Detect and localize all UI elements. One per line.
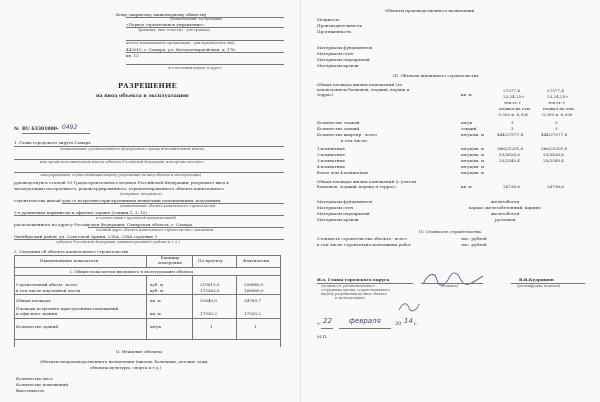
living-area-plan: 27577,4	[503, 88, 520, 93]
material2-walls: Материалы стен	[317, 205, 353, 210]
material2-foundation: Материалы фундаментов	[317, 199, 372, 204]
para-line-3: строительства жилой дом со встроенно-пристроенными нежилыми помещениями, подземным	[14, 198, 221, 203]
signer-caption-2: сотрудника органа, осуществляющего	[321, 288, 391, 292]
row-office-fact: 17930,2	[244, 311, 261, 316]
total-area-fact: 28738,6	[547, 184, 564, 189]
signer-name-caption: (расшифровка подписи)	[517, 284, 561, 288]
row-1room-unit: штук/кв. м	[461, 146, 485, 151]
signer-name: В.В.Кудряшов	[519, 277, 554, 282]
top-item-length: Протяженность	[317, 29, 352, 34]
table-section-2: II. Нежилые объекты	[116, 349, 162, 354]
para-caption-3: в соответствии с проектной документацией)	[96, 216, 177, 220]
document-subtitle: на ввод объекта в эксплуатацию	[96, 93, 189, 99]
material-foundation: Материалы фундаментов	[317, 45, 372, 50]
total-area-unit: кв. м	[461, 184, 472, 189]
bottom-item-places: Количество мест	[16, 376, 53, 381]
signer-caption-1: (должность уполномоченного	[321, 284, 375, 288]
row-volume-unit: куб. м	[150, 282, 164, 287]
living-area-label-2: исключением балконов, лоджий, веранд и	[317, 87, 410, 92]
living-area-fact-3: тех.эт.+	[548, 100, 566, 105]
living-area-plan-3: тех.эт.+	[504, 100, 522, 105]
row-floors-fact: 3	[555, 120, 558, 125]
row-above-name: в том числе надземной части	[16, 288, 81, 293]
table-header-plan: По проекту	[198, 258, 223, 263]
material-floors: Материалы перекрытий	[317, 57, 370, 62]
para-line-2: эксплуатацию построенного, реконструированного, отремонтированного объекта капитального	[14, 186, 224, 191]
material2-foundation-value: железобетон	[491, 199, 520, 204]
cost-total-unit: тыс. рублей	[461, 236, 487, 241]
row-2room-unit: штук/кв. м	[461, 152, 485, 157]
top-item-power: Мощность	[317, 17, 340, 22]
section-2-text-2: объекты культуры, спорта и т.д.)	[90, 365, 162, 370]
row-apartments-plan: 444/27577,4	[497, 132, 524, 137]
row-floors-plan: 3	[511, 120, 514, 125]
row-sections-name: Количество секций	[317, 126, 360, 131]
bottom-item-rooms: Количество помещений	[16, 382, 68, 387]
row-3room-name: 3-комнатные	[317, 158, 346, 163]
item-1-caption: (наименование уполномоченного федерального органа исполнительной власти,	[60, 147, 205, 151]
para-line-5: расположенного по адресу Российская Федерация, Самарская область, г. Самара,	[14, 222, 194, 227]
living-area-label-3: террас)	[317, 92, 334, 97]
total-area-label: Общая площадь жилых помещений (с учетом	[317, 179, 417, 184]
row-volume-name: Строительный объем - всего	[16, 282, 78, 287]
row-volume-plan: 219613,0	[200, 282, 220, 287]
row-floors-unit: штук	[461, 120, 473, 125]
row-apartments-fact: 444/27577,4	[541, 132, 568, 137]
total-area-plan: 28738,6	[503, 184, 520, 189]
row-area-plan: 52640,0	[200, 298, 217, 303]
item-1-caption-3: самоуправления, осуществляющих выдачу разрешения на ввод объекта в эксплуатацию)	[40, 173, 202, 177]
row-4room-unit: штук/кв. м	[461, 164, 485, 169]
heading-production: Объекты производственного назначения	[385, 8, 475, 13]
initials-mark	[397, 300, 421, 312]
material2-roof: Материалы кровли	[317, 217, 359, 222]
row-area-unit: кв. м	[150, 298, 161, 303]
row-4room-name: 4-комнатные	[317, 164, 346, 169]
row-above-unit: куб. м	[150, 288, 164, 293]
date-month: февраля	[349, 317, 381, 325]
row-buildings-fact: 1	[254, 324, 257, 329]
item-1-caption-2: или органа исполнительной власти субъекта Российской Федерации, или органа местного	[40, 160, 204, 164]
para-caption-4: (полный адрес объекта капитального строительства с указанием	[96, 228, 214, 232]
date-suffix: г.	[414, 321, 419, 327]
row-more4-name: более чем 4-комнатные	[317, 170, 369, 175]
row-office-unit: кв. м	[150, 311, 161, 316]
row-2room-fact: 53/3826,6	[543, 152, 564, 157]
date-year: 14	[404, 317, 413, 325]
para-caption-5: субъекта Российской Федерации, административного района и т. д.)	[56, 240, 180, 244]
sign-caption: (подпись)	[441, 284, 459, 288]
living-area-plan-5: -3,300 и -6,500	[497, 112, 529, 117]
cost-smr-name: в том числе строительно-монтажных работ	[317, 242, 412, 247]
section-3-heading: III. Объекты жилищного строительства	[393, 73, 479, 78]
number-label: №	[14, 127, 19, 132]
signer-position: И.о. Главы городского округа	[317, 277, 390, 282]
material2-walls-value: каркас железобетонный, кирпич	[469, 205, 541, 210]
living-area-label: Общая площадь жилых помещений (за	[317, 82, 402, 87]
cost-smr-unit: тыс. рублей	[461, 242, 487, 247]
row-volume-fact: 208840,0	[244, 282, 264, 287]
row-2room-plan: 53/3826,6	[499, 152, 520, 157]
document-title: РАЗРЕШЕНИЕ	[118, 82, 177, 90]
para-line-4: 2-х уровневым паркингом и офисное здание (секции 1, 3, 10)	[14, 210, 147, 215]
addressee-address-2: кв. 12	[126, 53, 139, 58]
row-sections-plan: 3	[511, 126, 514, 131]
cost-total-name: Стоимость строительства объекта - всего	[317, 236, 407, 241]
addressee-company: «Первое строительное управление»	[126, 22, 205, 27]
row-more4-unit: штук/кв. м	[461, 170, 485, 175]
right-page	[300, 0, 600, 402]
addressee-caption-4: его почтовый индекс и адрес)	[168, 66, 222, 70]
living-area-fact-2: 23,24,25+	[547, 94, 569, 99]
signer-caption-4: в эксплуатацию)	[335, 296, 365, 300]
addressee-to: Кому закрытому акционерному обществу	[116, 12, 207, 17]
material2-roof-value: рулонная	[495, 217, 516, 222]
table-header-unit: Единица измерения	[158, 255, 182, 265]
material2-floors-value: железобетон	[491, 211, 520, 216]
addressee-address: 443010, г. Самара, ул. Молодогвардейская, д. 176,	[126, 47, 237, 52]
row-2room-name: 2-комнатные	[317, 152, 346, 157]
para-caption-1: (ненужное зачеркнуть)	[120, 192, 163, 196]
row-buildings-plan: 1	[210, 324, 213, 329]
row-above-plan: 175363,0	[200, 288, 220, 293]
row-sections-fact: 3	[555, 126, 558, 131]
material-roof: Материалы кровли	[317, 63, 359, 68]
table-section-1: I. Общие показатели вводимого в эксплуатацию объекта	[70, 269, 194, 274]
living-area-fact-4: подвал на отм.	[543, 106, 576, 111]
living-area-fact: 27577,4	[547, 88, 564, 93]
table-header-name: Наименование показателя	[40, 258, 99, 263]
row-office-name: и офисного здания	[16, 311, 58, 316]
row-3room-fact: 25/2549,4	[543, 158, 564, 163]
bottom-item-capacity: Вместимость	[16, 388, 45, 393]
row-buildings-unit: штук	[150, 324, 162, 329]
addressee-caption: (наименование застройщика	[170, 17, 223, 21]
row-including: в том числе:	[341, 138, 368, 143]
addressee-caption-2: (фамилия, имя, отчество – для граждан,	[138, 28, 211, 32]
item-2-heading: 2. Сведения об объекте капитального строительства	[14, 249, 129, 254]
seal-mp: М.П.	[317, 334, 328, 339]
section-4-heading: IV. Стоимость строительства	[419, 229, 481, 234]
row-sections-unit: секций	[461, 126, 477, 131]
row-1room-plan: 366/21201,6	[497, 146, 524, 151]
number-value: RU 63301000-	[22, 127, 59, 132]
top-item-productivity: Производительность	[317, 23, 363, 28]
material2-floors: Материалы перекрытий	[317, 211, 370, 216]
total-area-label-2: балконов, лоджий, веранд и террас)	[317, 184, 396, 189]
living-area-plan-2: 23,24,25+	[503, 94, 525, 99]
row-area-fact: 34769,7	[244, 298, 261, 303]
row-3room-unit: штук/кв. м	[461, 158, 485, 163]
date-quote: «	[317, 321, 321, 327]
item-1-authority: 1. Глава городского округа Самара	[14, 140, 91, 145]
addressee-caption-3: полное наименование организации – для юридических лиц),	[126, 41, 236, 45]
para-line-1: руководствуясь статьей 55 Градостроительного кодекса Российской Федерации, разрешает ввод в	[14, 180, 229, 185]
row-apartments-unit: штук/кв. м	[461, 132, 485, 137]
number-handwritten: 0492	[62, 124, 78, 131]
signer-caption-3: выдачу разрешения на ввод объекта	[321, 292, 387, 296]
row-above-fact: 166889,0	[244, 288, 264, 293]
row-builtin-name: Площадь встроенно-пристроенных помещений	[16, 306, 119, 311]
row-3room-plan: 25/2549,4	[499, 158, 520, 163]
row-apartments-name: Количество квартир - всего	[317, 132, 377, 137]
row-1room-name: 1-комнатные	[317, 146, 346, 151]
table-header-fact: Фактически	[243, 258, 270, 263]
row-area-name: Общая площадь	[16, 298, 51, 303]
living-area-plan-4: подвал на отм.	[499, 106, 532, 111]
date-day: 22	[323, 317, 332, 325]
date-year-prefix: 20	[395, 321, 402, 327]
material-walls: Материалы стен	[317, 51, 353, 56]
row-buildings-name: Количество зданий	[16, 324, 59, 329]
para-line-6: Октябрьский район, ул. Советской Армии, 238А, 238А строение 1	[14, 234, 158, 239]
row-floors-name: Количество этажей	[317, 120, 360, 125]
living-area-fact-5: -3,300 и -6,500	[541, 112, 573, 117]
para-caption-2: (наименование объекта капитального строительства	[120, 204, 216, 208]
living-area-unit: кв. м	[461, 92, 472, 97]
section-2-text: Объекты непроизводственного назначения (школы, больницы, детские сады,	[40, 359, 209, 364]
row-1room-fact: 366/21201,6	[541, 146, 568, 151]
row-office-plan: 17930,2	[200, 311, 217, 316]
